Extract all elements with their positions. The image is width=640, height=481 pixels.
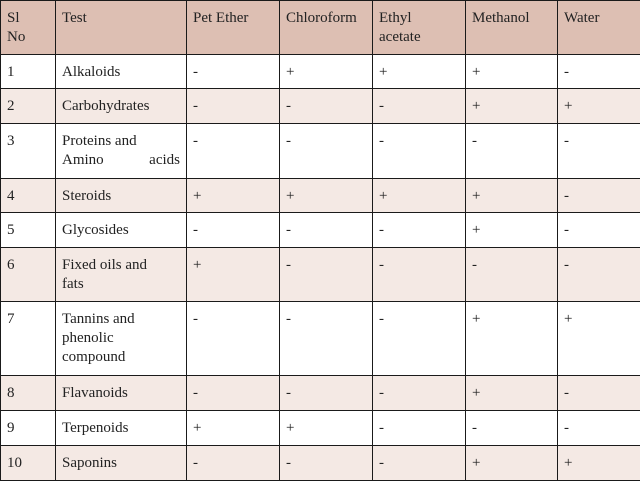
cell-methanol: +	[466, 213, 558, 248]
table-row	[1, 248, 640, 302]
header-test: Test	[56, 1, 187, 55]
header-sl-no: Sl No	[1, 1, 56, 55]
cell-ethyl-acetate: -	[373, 248, 466, 302]
cell-pet-ether: -	[187, 302, 280, 376]
cell-water: -	[558, 124, 640, 179]
table-row	[1, 446, 640, 481]
header-row	[1, 1, 640, 55]
table-row	[1, 179, 640, 213]
table-row	[1, 213, 640, 248]
header-water: Water	[558, 1, 640, 55]
cell-sl: 6	[1, 248, 56, 302]
cell-ethyl-acetate: -	[373, 124, 466, 179]
cell-methanol: +	[466, 376, 558, 411]
cell-methanol: +	[466, 446, 558, 481]
cell-pet-ether: -	[187, 213, 280, 248]
cell-ethyl-acetate: -	[373, 302, 466, 376]
cell-methanol: +	[466, 302, 558, 376]
cell-chloroform: +	[280, 179, 373, 213]
cell-test: Tannins and phenolic compound	[56, 302, 187, 376]
table-row	[1, 411, 640, 446]
cell-water: -	[558, 213, 640, 248]
cell-sl: 9	[1, 411, 56, 446]
cell-test: Flavanoids	[56, 376, 187, 411]
header-ethyl-acetate: Ethyl acetate	[373, 1, 466, 55]
cell-pet-ether: +	[187, 179, 280, 213]
cell-chloroform: -	[280, 89, 373, 124]
cell-pet-ether: -	[187, 446, 280, 481]
cell-sl: 8	[1, 376, 56, 411]
cell-pet-ether: -	[187, 89, 280, 124]
cell-water: -	[558, 179, 640, 213]
cell-water: -	[558, 55, 640, 89]
cell-chloroform: +	[280, 55, 373, 89]
cell-pet-ether: -	[187, 55, 280, 89]
cell-water: +	[558, 302, 640, 376]
table-row	[1, 89, 640, 124]
cell-ethyl-acetate: +	[373, 179, 466, 213]
cell-pet-ether: -	[187, 124, 280, 179]
table-row	[1, 55, 640, 89]
cell-methanol: -	[466, 248, 558, 302]
cell-test: Saponins	[56, 446, 187, 481]
cell-methanol: -	[466, 124, 558, 179]
header-chloroform: Chloroform	[280, 1, 373, 55]
cell-pet-ether: +	[187, 411, 280, 446]
header-pet-ether: Pet Ether	[187, 1, 280, 55]
cell-ethyl-acetate: -	[373, 213, 466, 248]
cell-methanol: +	[466, 55, 558, 89]
cell-test: Glycosides	[56, 213, 187, 248]
cell-sl: 5	[1, 213, 56, 248]
cell-methanol: +	[466, 89, 558, 124]
cell-water: -	[558, 248, 640, 302]
cell-ethyl-acetate: +	[373, 55, 466, 89]
table-row	[1, 376, 640, 411]
cell-test: Fixed oils and fats	[56, 248, 187, 302]
cell-ethyl-acetate: -	[373, 376, 466, 411]
cell-sl: 1	[1, 55, 56, 89]
cell-chloroform: +	[280, 411, 373, 446]
cell-chloroform: -	[280, 376, 373, 411]
cell-chloroform: -	[280, 446, 373, 481]
cell-ethyl-acetate: -	[373, 411, 466, 446]
cell-water: -	[558, 376, 640, 411]
cell-sl: 3	[1, 124, 56, 179]
cell-chloroform: -	[280, 213, 373, 248]
header-methanol: Methanol	[466, 1, 558, 55]
cell-water: +	[558, 89, 640, 124]
cell-methanol: -	[466, 411, 558, 446]
cell-ethyl-acetate: -	[373, 89, 466, 124]
cell-sl: 10	[1, 446, 56, 481]
table-row	[1, 302, 640, 376]
cell-sl: 7	[1, 302, 56, 376]
cell-water: +	[558, 446, 640, 481]
cell-test: Alkaloids	[56, 55, 187, 89]
cell-test: Steroids	[56, 179, 187, 213]
cell-methanol: +	[466, 179, 558, 213]
cell-pet-ether: +	[187, 248, 280, 302]
cell-chloroform: -	[280, 302, 373, 376]
cell-water: -	[558, 411, 640, 446]
cell-chloroform: -	[280, 248, 373, 302]
table-row	[1, 124, 640, 179]
cell-test: Terpenoids	[56, 411, 187, 446]
cell-sl: 4	[1, 179, 56, 213]
cell-chloroform: -	[280, 124, 373, 179]
cell-test: Proteins and Amino acids	[56, 124, 187, 179]
cell-test: Carbohydrates	[56, 89, 187, 124]
cell-pet-ether: -	[187, 376, 280, 411]
cell-ethyl-acetate: -	[373, 446, 466, 481]
cell-sl: 2	[1, 89, 56, 124]
